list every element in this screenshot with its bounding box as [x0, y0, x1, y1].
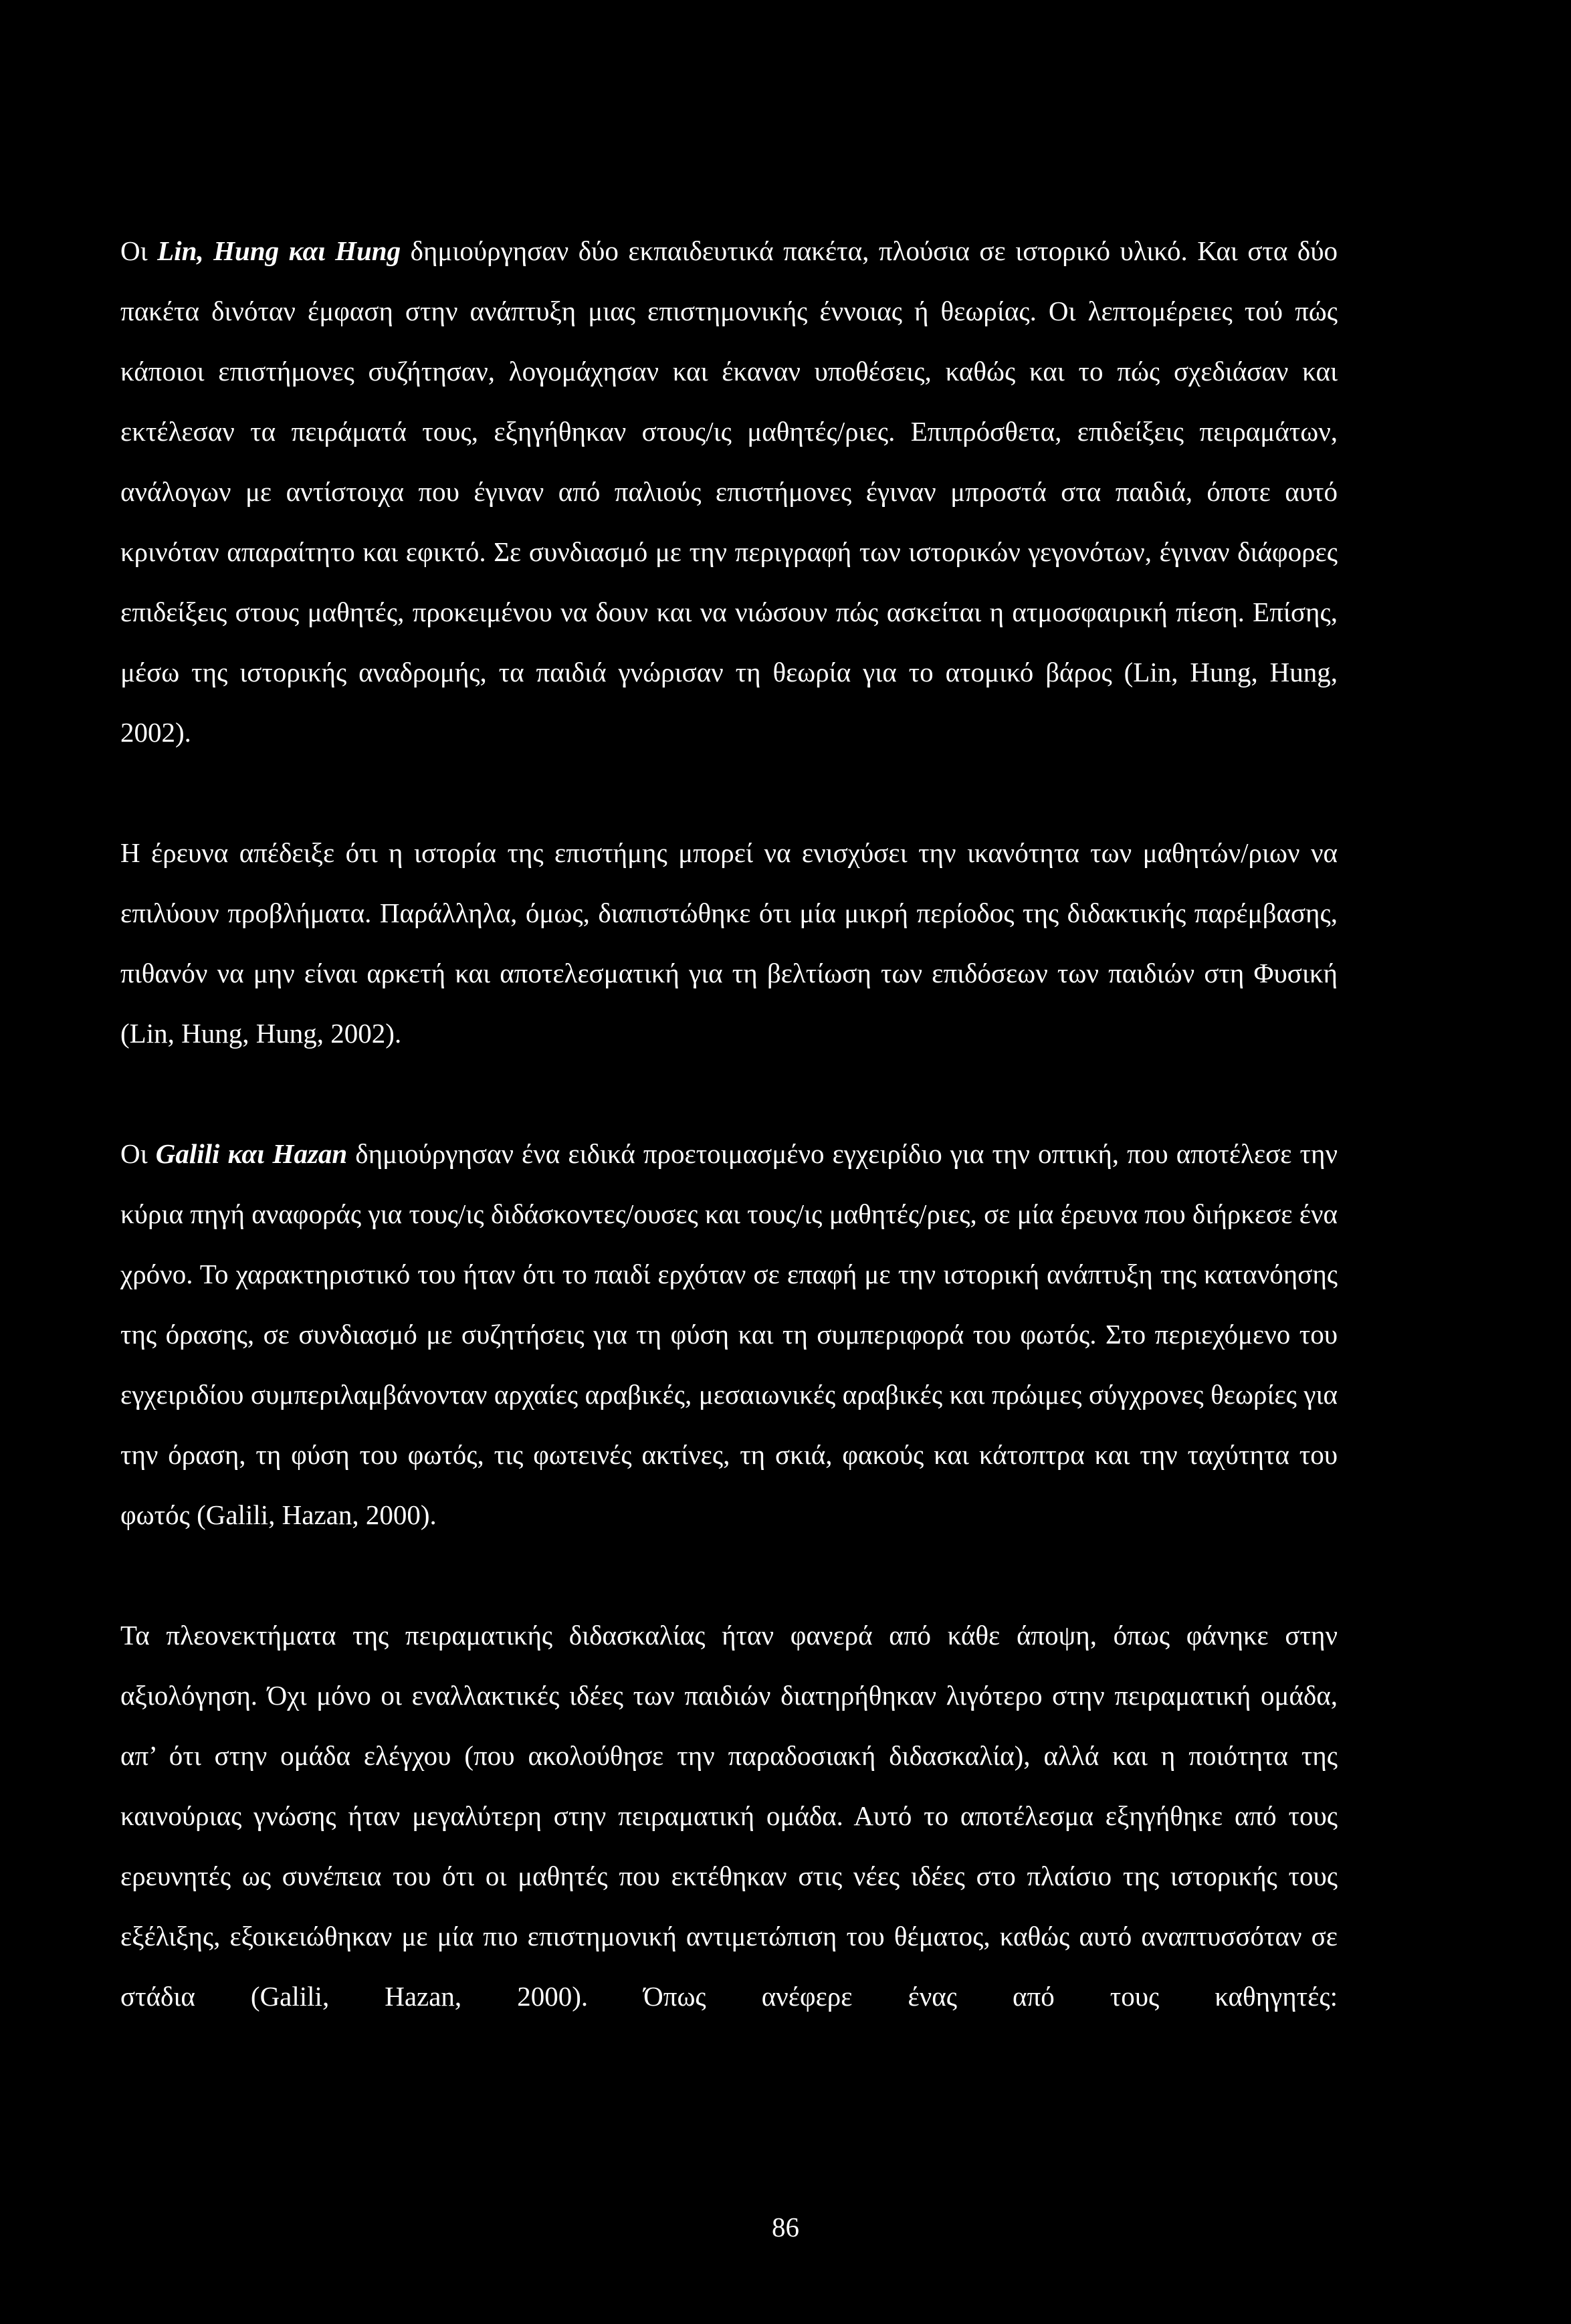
- author-names: Lin, Hung και Hung: [157, 235, 401, 266]
- paragraph-experimental-advantages: Τα πλεονεκτήματα της πειραματικής διδασκαλίας ήταν φανερά από κάθε άποψη, όπως φάνηκε στην αξιολόγηση. Όχι μόνο οι εναλλακτικές ιδέες των παιδιών διατηρήθηκαν λιγότερο στην πειραματική ομάδα, απ’ ότι στην ομάδα ελέγχου (που ακολούθησε την παραδοσιακή διδασκαλία), αλλά και η ποιότητα της καινούριας γνώσης ήταν μεγαλύτερη στην πειραματική ομάδα. Αυτό το αποτέλεσμα εξηγήθηκε από τους ερευνητές ως συνέπεια του ότι οι μαθητές που εκτέθηκαν στις νέες ιδέες στο πλαίσιο της ιστορικής τους εξέλιξης, εξοικειώθηκαν με μία πιο επιστημονική αντιμετώπιση του θέματος, καθώς αυτό αναπτυσσόταν σε στάδια (Galili, Hazan, 2000). Όπως ανέφερε ένας από τους καθηγητές:: [120, 1620, 1338, 2012]
- page-number: 86: [772, 2212, 799, 2242]
- author-names: Galili και Hazan: [155, 1138, 348, 1169]
- paragraph-lin-hung: [120, 221, 1338, 762]
- paragraph-text: δημιούργησαν ένα ειδικά προετοιμασμένο εγχειρίδιο για την οπτική, που αποτέλεσε την κύρια πηγή αναφοράς για τους/ις διδάσκοντες/ουσες και τους/ις μαθητές/ριες, σε μία έρευνα που διήρκεσε ένα χρόνο. Το χαρακτηριστικό του ήταν ότι το παιδί ερχόταν σε επαφή με την ιστορική ανάπτυξη της κατανόησης της όρασης, σε συνδιασμό με συζητήσεις για τη φύση και τη συμπεριφορά του φωτός. Στο περιεχόμενο του εγχειριδίου συμπεριλαμβάνονταν αρχαίες αραβικές, μεσαιωνικές αραβικές και πρώιμες σύγχρονες θεωρίες για την όραση, τη φύση του φωτός, τις φωτεινές ακτίνες, τη σκιά, φακούς και κάτοπτρα και την ταχύτητα του φωτός (Galili, Hazan, 2000).: [120, 1138, 1338, 1530]
- body-text: [120, 221, 1338, 2026]
- paragraph-research-findings: Η έρευνα απέδειξε ότι η ιστορία της επιστήμης μπορεί να ενισχύσει την ικανότητα των μαθητών/ριων να επιλύουν προβλήματα. Παράλληλα, όμως, διαπιστώθηκε ότι μία μικρή περίοδος της διδακτικής παρέμβασης, πιθανόν να μην είναι αρκετή και αποτελεσματική για τη βελτίωση των επιδόσεων των παιδιών στη Φυσική (Lin, Hung, Hung, 2002).: [120, 837, 1338, 1049]
- paragraph-lead: Οι: [120, 235, 158, 266]
- paragraph-lead: Οι: [120, 1138, 156, 1169]
- paragraph-galili-hazan: [120, 1124, 1338, 1545]
- paragraph-text: δημιούργησαν δύο εκπαιδευτικά πακέτα, πλούσια σε ιστορικό υλικό. Και στα δύο πακέτα δινόταν έμφαση στην ανάπτυξη μιας επιστημονικής έννοιας ή θεωρίας. Οι λεπτομέρειες τού πώς κάποιοι επιστήμονες συζήτησαν, λογομάχησαν και έκαναν υποθέσεις, καθώς και το πώς σχεδιάσαν και εκτέλεσαν τα πειράματά τους, εξηγήθηκαν στους/ις μαθητές/ριες. Επιπρόσθετα, επιδείξεις πειραμάτων, ανάλογων με αντίστοιχα που έγιναν από παλιούς επιστήμονες έγιναν μπροστά στα παιδιά, όποτε αυτό κρινόταν απαραίτητο και εφικτό. Σε συνδιασμό με την περιγραφή των ιστορικών γεγονότων, έγιναν διάφορες επιδείξεις στους μαθητές, προκειμένου να δουν και να νιώσουν πώς ασκείται η ατμοσφαιρική πίεση. Επίσης, μέσω της ιστορικής αναδρομής, τα παιδιά γνώρισαν τη θεωρία για το ατομικό βάρος (Lin, Hung, Hung, 2002).: [120, 235, 1338, 748]
